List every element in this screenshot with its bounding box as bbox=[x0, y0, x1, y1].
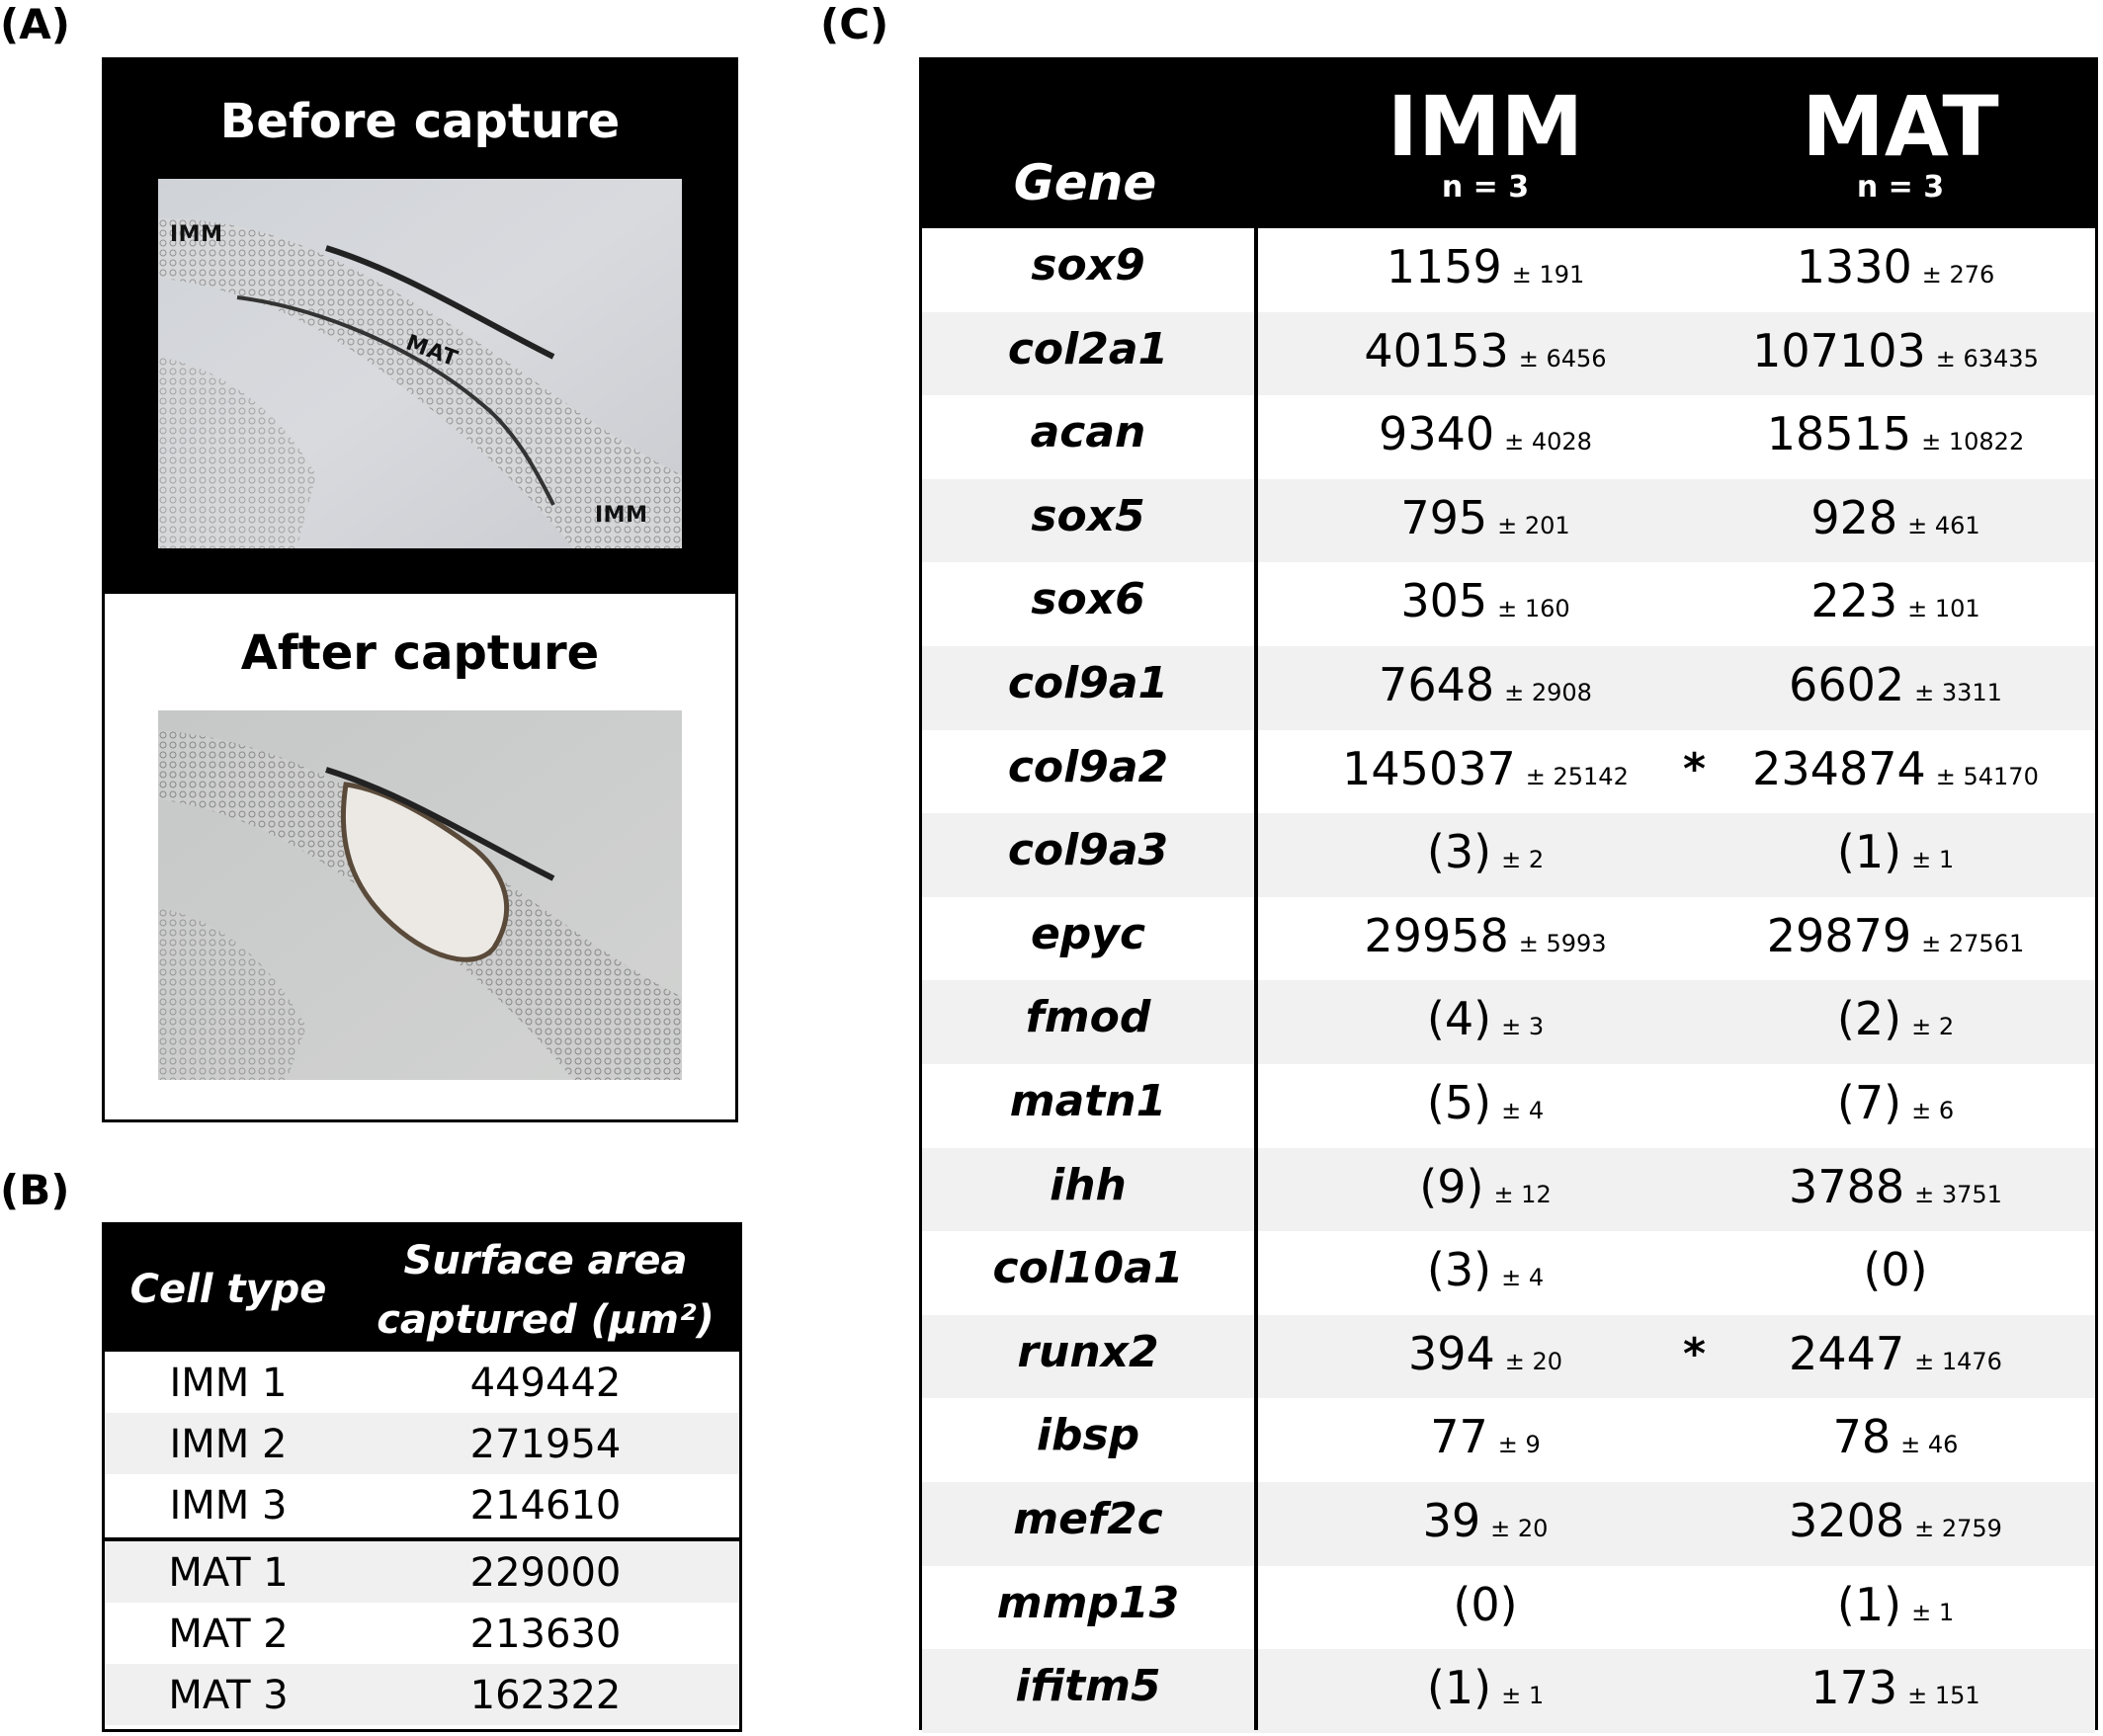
mat-value-cell bbox=[1693, 240, 2098, 293]
header-imm bbox=[1322, 60, 1648, 205]
mat-value-cell bbox=[1693, 1578, 2098, 1631]
mat-value-cell bbox=[1693, 992, 2098, 1045]
gene-name: mmp13 bbox=[996, 1577, 1180, 1628]
cell-type: IMM 2 bbox=[169, 1422, 288, 1467]
imm-sd: ± 1 bbox=[1501, 1682, 1545, 1710]
mat-value-cell bbox=[1693, 825, 2098, 878]
mat-value-cell bbox=[1693, 574, 2098, 627]
mat-value-cell bbox=[1693, 1410, 2098, 1463]
table-row bbox=[922, 980, 2095, 1064]
imm-sd: ± 4 bbox=[1501, 1097, 1545, 1124]
imm-value-cell bbox=[1258, 992, 1713, 1045]
after-capture-box bbox=[105, 594, 735, 1119]
mat-sd: ± 1 bbox=[1911, 1598, 1955, 1626]
before-capture-box bbox=[105, 60, 735, 594]
header-gene: Gene bbox=[1013, 154, 1157, 211]
mat-value: (7) bbox=[1836, 1076, 1902, 1129]
mat-sd: ± 27561 bbox=[1921, 929, 2025, 957]
mat-value: (1) bbox=[1836, 1577, 1902, 1631]
mat-sd: ± 1 bbox=[1911, 846, 1955, 874]
imm-value: (4) bbox=[1426, 992, 1492, 1046]
mat-value: 928 bbox=[1810, 490, 1898, 544]
mat-value: 234874 bbox=[1752, 741, 1926, 795]
imm-sd: ± 5993 bbox=[1518, 929, 1607, 957]
imm-sd: ± 2908 bbox=[1504, 679, 1592, 706]
micro-label-imm-bottom: IMM bbox=[595, 503, 648, 528]
mat-sd: ± 10822 bbox=[1921, 428, 2025, 456]
table-row bbox=[922, 1148, 2095, 1232]
imm-value: (9) bbox=[1419, 1159, 1484, 1213]
table-row bbox=[105, 1603, 739, 1664]
imm-value: (5) bbox=[1426, 1076, 1492, 1129]
table-row bbox=[922, 1064, 2095, 1148]
mat-value-cell bbox=[1693, 1494, 2098, 1547]
imm-value: (3) bbox=[1426, 1243, 1492, 1297]
mat-value: 18515 bbox=[1766, 407, 1912, 461]
gene-name: epyc bbox=[1030, 908, 1146, 959]
header-cell-type: Cell type bbox=[129, 1267, 327, 1312]
imm-sd: ± 25142 bbox=[1525, 762, 1629, 790]
imm-value: 39 bbox=[1422, 1494, 1481, 1547]
imm-value-cell bbox=[1258, 909, 1713, 962]
imm-value-cell bbox=[1258, 240, 1713, 293]
mat-value-cell bbox=[1693, 1243, 2098, 1296]
significance-marker: * bbox=[1683, 743, 1707, 794]
micro-label-mat: MAT bbox=[402, 330, 462, 372]
mat-sd: ± 3311 bbox=[1914, 679, 2002, 706]
mat-value: 6602 bbox=[1789, 658, 1905, 711]
header-mat-name: MAT bbox=[1802, 78, 1999, 175]
gene-name: col9a1 bbox=[1007, 658, 1169, 708]
imm-value-cell bbox=[1258, 574, 1713, 627]
imm-value-cell bbox=[1258, 407, 1713, 460]
table-row bbox=[922, 1315, 2095, 1399]
gene-name: runx2 bbox=[1017, 1326, 1159, 1377]
mat-value: 107103 bbox=[1752, 323, 1926, 377]
mat-sd: ± 461 bbox=[1907, 511, 1980, 539]
mat-value-cell bbox=[1693, 1160, 2098, 1213]
gene-name: col9a2 bbox=[1007, 741, 1169, 792]
imm-value: (0) bbox=[1453, 1577, 1518, 1631]
table-row bbox=[922, 395, 2095, 479]
header-mat bbox=[1737, 60, 2063, 205]
cell-area: 229000 bbox=[469, 1550, 622, 1596]
table-row bbox=[922, 1649, 2095, 1733]
mat-value: (0) bbox=[1863, 1243, 1928, 1297]
imm-sd: ± 3 bbox=[1501, 1013, 1545, 1041]
imm-value: 394 bbox=[1407, 1326, 1495, 1380]
panel-label-c: (C) bbox=[820, 0, 889, 48]
mat-value: (2) bbox=[1836, 992, 1902, 1046]
table-row bbox=[922, 1231, 2095, 1315]
imm-value-cell bbox=[1258, 1243, 1713, 1296]
imm-value-cell bbox=[1258, 658, 1713, 711]
mat-sd: ± 2759 bbox=[1914, 1515, 2002, 1542]
mat-value: 3208 bbox=[1789, 1494, 1905, 1547]
mat-value: 1330 bbox=[1796, 240, 1912, 293]
panel-c-header bbox=[922, 60, 2095, 228]
before-capture-title: Before capture bbox=[219, 94, 621, 149]
panel-c-table bbox=[919, 57, 2098, 1730]
imm-value-cell bbox=[1258, 742, 1713, 795]
mat-value: 223 bbox=[1810, 574, 1898, 628]
cell-type: MAT 2 bbox=[168, 1612, 289, 1657]
header-mat-n: n = 3 bbox=[1856, 170, 1945, 205]
imm-value-cell bbox=[1258, 1494, 1713, 1547]
panel-b-group-separator bbox=[105, 1537, 739, 1541]
table-row bbox=[922, 730, 2095, 814]
table-row bbox=[922, 1482, 2095, 1566]
panel-b-header bbox=[105, 1225, 739, 1352]
gene-name: sox5 bbox=[1031, 490, 1145, 541]
imm-sd: ± 2 bbox=[1501, 846, 1545, 874]
gene-name: ifitm5 bbox=[1015, 1661, 1161, 1712]
imm-sd: ± 9 bbox=[1497, 1431, 1541, 1459]
table-row bbox=[922, 562, 2095, 646]
micrograph-after bbox=[158, 710, 682, 1080]
panel-label-a: (A) bbox=[0, 0, 70, 48]
header-area-line2: captured (µm²) bbox=[377, 1297, 715, 1343]
table-row bbox=[105, 1664, 739, 1725]
gene-name: mef2c bbox=[1013, 1494, 1163, 1544]
imm-sd: ± 20 bbox=[1504, 1347, 1563, 1375]
mat-sd: ± 276 bbox=[1921, 261, 1995, 289]
panel-b-table bbox=[102, 1222, 742, 1732]
mat-value-cell bbox=[1693, 324, 2098, 377]
mat-value: 78 bbox=[1832, 1410, 1892, 1464]
imm-value: 29958 bbox=[1364, 908, 1509, 962]
mat-sd: ± 3751 bbox=[1914, 1180, 2002, 1208]
panel-a bbox=[102, 57, 738, 1122]
imm-sd: ± 20 bbox=[1490, 1515, 1549, 1542]
gene-name: col10a1 bbox=[992, 1243, 1184, 1294]
imm-sd: ± 12 bbox=[1493, 1180, 1552, 1208]
cell-area: 162322 bbox=[469, 1673, 622, 1718]
mat-value-cell bbox=[1693, 407, 2098, 460]
mat-sd: ± 1476 bbox=[1914, 1347, 2002, 1375]
mat-sd: ± 101 bbox=[1907, 595, 1980, 623]
panel-c-column-divider bbox=[1254, 228, 1258, 1730]
significance-marker: * bbox=[1683, 1328, 1707, 1379]
table-row bbox=[922, 813, 2095, 897]
mat-value-cell bbox=[1693, 1076, 2098, 1129]
table-row bbox=[105, 1541, 739, 1603]
imm-value-cell bbox=[1258, 1661, 1713, 1714]
cell-area: 271954 bbox=[469, 1422, 622, 1467]
after-capture-title: After capture bbox=[240, 625, 600, 681]
mat-sd: ± 46 bbox=[1900, 1431, 1959, 1459]
micrograph-before-image bbox=[158, 179, 682, 548]
cell-type: IMM 3 bbox=[169, 1483, 288, 1529]
imm-value-cell bbox=[1258, 1160, 1713, 1213]
mat-sd: ± 54170 bbox=[1935, 762, 2039, 790]
gene-name: fmod bbox=[1025, 992, 1151, 1043]
imm-value: 7648 bbox=[1379, 658, 1495, 711]
table-row bbox=[922, 228, 2095, 312]
imm-sd: ± 160 bbox=[1497, 595, 1570, 623]
imm-value-cell bbox=[1258, 1076, 1713, 1129]
mat-value-cell bbox=[1693, 491, 2098, 544]
gene-name: ihh bbox=[1050, 1159, 1127, 1210]
mat-value: 2447 bbox=[1789, 1326, 1905, 1380]
panel-label-b: (B) bbox=[0, 1166, 70, 1214]
mat-value: 29879 bbox=[1766, 908, 1912, 962]
imm-value-cell bbox=[1258, 1327, 1713, 1380]
imm-value-cell bbox=[1258, 324, 1713, 377]
mat-sd: ± 6 bbox=[1911, 1097, 1955, 1124]
gene-name: col9a3 bbox=[1007, 825, 1169, 876]
imm-sd: ± 4028 bbox=[1504, 428, 1592, 456]
imm-value: (3) bbox=[1426, 825, 1492, 879]
imm-value: 145037 bbox=[1342, 741, 1516, 795]
imm-value-cell bbox=[1258, 1410, 1713, 1463]
cell-area: 213630 bbox=[469, 1612, 622, 1657]
cell-type: MAT 1 bbox=[168, 1550, 289, 1596]
imm-sd: ± 6456 bbox=[1518, 344, 1607, 372]
mat-value-cell bbox=[1693, 909, 2098, 962]
cell-type: IMM 1 bbox=[169, 1361, 288, 1406]
imm-sd: ± 4 bbox=[1501, 1264, 1545, 1292]
imm-value: 9340 bbox=[1379, 407, 1495, 461]
imm-value-cell bbox=[1258, 491, 1713, 544]
header-imm-name: IMM bbox=[1387, 78, 1584, 175]
gene-name: sox6 bbox=[1031, 574, 1145, 625]
header-surface-area bbox=[352, 1231, 739, 1350]
imm-value: 795 bbox=[1400, 490, 1488, 544]
imm-value: (1) bbox=[1426, 1661, 1492, 1715]
mat-value-cell bbox=[1693, 742, 2098, 795]
header-imm-n: n = 3 bbox=[1441, 170, 1530, 205]
cell-type: MAT 3 bbox=[168, 1673, 289, 1718]
table-row bbox=[922, 479, 2095, 563]
table-row bbox=[922, 897, 2095, 981]
cell-area: 214610 bbox=[469, 1483, 622, 1529]
table-row bbox=[105, 1413, 739, 1474]
imm-value: 1159 bbox=[1386, 240, 1502, 293]
mat-value-cell bbox=[1693, 658, 2098, 711]
table-row bbox=[105, 1474, 739, 1535]
micrograph-before bbox=[158, 179, 682, 548]
gene-name: ibsp bbox=[1036, 1410, 1140, 1461]
table-row bbox=[922, 312, 2095, 396]
gene-name: acan bbox=[1030, 407, 1146, 458]
imm-sd: ± 191 bbox=[1511, 261, 1585, 289]
gene-name: matn1 bbox=[1009, 1076, 1167, 1126]
table-row bbox=[922, 1566, 2095, 1650]
imm-value: 77 bbox=[1430, 1410, 1488, 1464]
mat-value: 173 bbox=[1810, 1661, 1898, 1715]
imm-value-cell bbox=[1258, 825, 1713, 878]
mat-sd: ± 151 bbox=[1907, 1682, 1980, 1710]
imm-value: 40153 bbox=[1364, 323, 1509, 377]
imm-value: 305 bbox=[1400, 574, 1488, 628]
mat-value-cell bbox=[1693, 1661, 2098, 1714]
gene-name: col2a1 bbox=[1007, 323, 1169, 374]
imm-value-cell bbox=[1258, 1578, 1713, 1631]
header-area-line1: Surface area bbox=[403, 1238, 688, 1283]
table-row bbox=[922, 646, 2095, 730]
mat-sd: ± 63435 bbox=[1935, 344, 2039, 372]
mat-value: (1) bbox=[1836, 825, 1902, 879]
mat-sd: ± 2 bbox=[1911, 1013, 1955, 1041]
mat-value-cell bbox=[1693, 1327, 2098, 1380]
table-row bbox=[922, 1398, 2095, 1482]
micro-label-imm-top: IMM bbox=[170, 222, 223, 247]
cell-area: 449442 bbox=[469, 1361, 622, 1406]
mat-value: 3788 bbox=[1789, 1159, 1905, 1213]
gene-name: sox9 bbox=[1031, 240, 1145, 290]
table-row bbox=[105, 1352, 739, 1413]
micrograph-after-image bbox=[158, 710, 682, 1080]
imm-sd: ± 201 bbox=[1497, 511, 1570, 539]
